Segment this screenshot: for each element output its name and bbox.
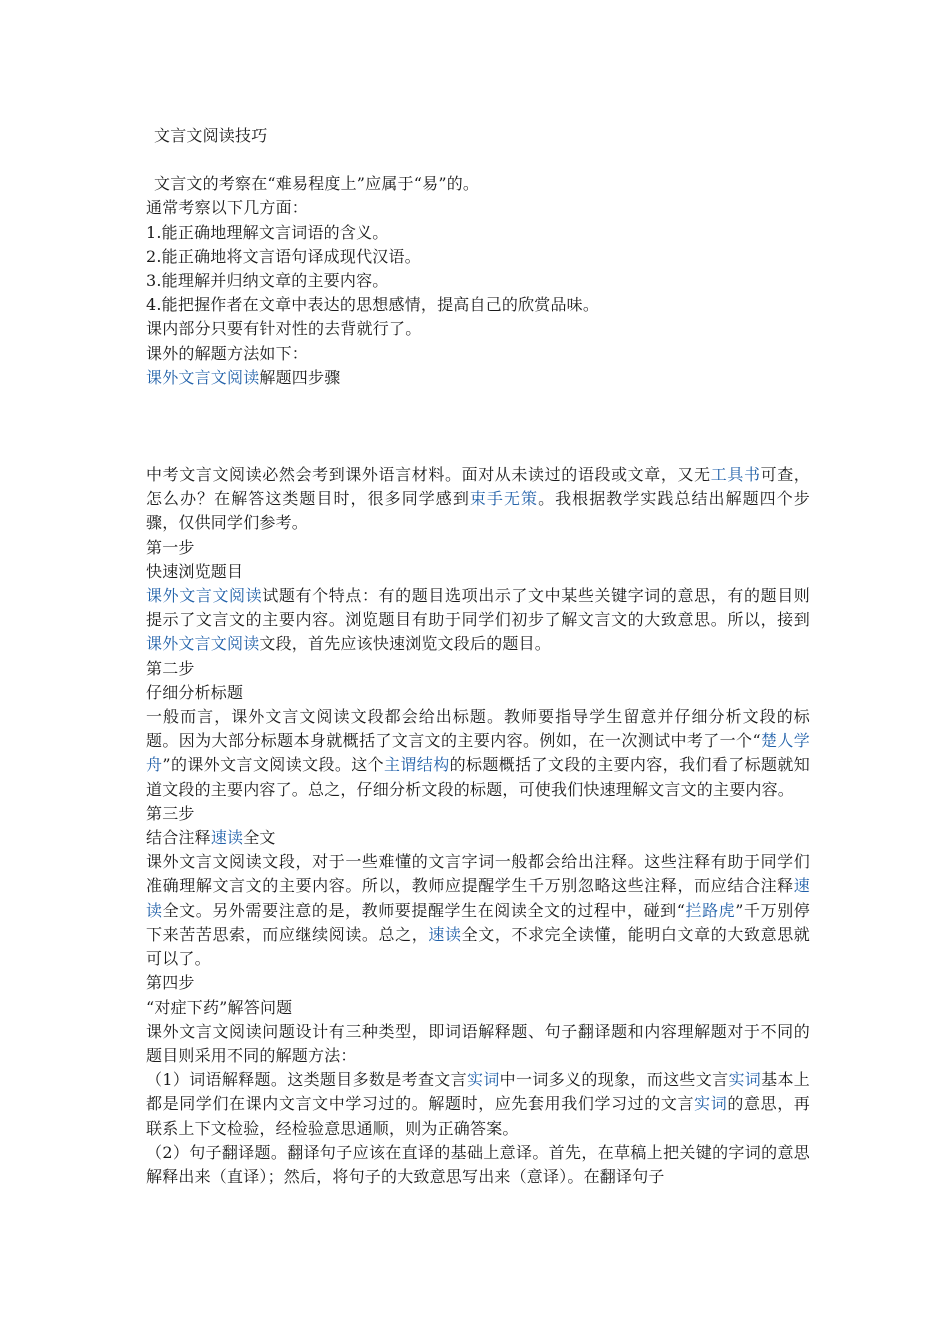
heading-rest: 解题四步骤 — [259, 367, 341, 387]
step1-label: 第一步 — [146, 537, 195, 557]
text-run: 课外文言文阅读文段，对于一些难懂的文言字词一般都会给出注释。这些注释有助于同学们准确理解文言文的主要内容。所以，教师应提醒学生千万别忽略这些注释，而应结合注释 — [146, 852, 810, 896]
link-churenxuezhou[interactable]: 楚人学舟 — [146, 731, 810, 775]
aspect-item-4: 4.能把握作者在文章中表达的思想感情，提高自己的欣赏品味。 — [146, 295, 600, 315]
note-inclass: 课内部分只要有针对性的去背就行了。 — [146, 319, 422, 339]
aspect-item-1: 1.能正确地理解文言词语的含义。 — [146, 222, 389, 242]
link-kewai-1[interactable]: 课外文言文阅读 — [146, 586, 263, 606]
link-shici-1[interactable]: 实词 — [466, 1070, 500, 1090]
link-sudu-2[interactable]: 速读 — [428, 924, 462, 944]
text-run: ”千万别停下来苦苦思索，而应继续阅读。总之， — [146, 900, 811, 944]
step2-paragraph — [146, 705, 810, 802]
link-shici-2[interactable]: 实词 — [728, 1070, 762, 1090]
text-run: ”的课外文言文阅读文段。这个 — [162, 755, 385, 775]
text-run: 可查，怎么办？在解答这类题目时，很多同学感到 — [146, 465, 810, 509]
method-2-paragraph: （2）句子翻译题。翻译句子应该在直译的基础上意译。首先，在草稿上把关键的字词的意思解释出来（直译）；然后，将句子的大致意思写出来（意译）。在翻译句子 — [146, 1142, 810, 1186]
section-heading — [146, 366, 810, 390]
spacer — [146, 390, 810, 463]
step2-label: 第二步 — [146, 658, 195, 678]
text-run: 文段，首先应该快速浏览文段后的题目。 — [259, 634, 552, 654]
link-shushouwuce[interactable]: 束手无策 — [469, 489, 539, 509]
step1-title: 快速浏览题目 — [146, 561, 244, 581]
step3-label: 第三步 — [146, 803, 195, 823]
step2-title: 仔细分析标题 — [146, 682, 244, 702]
aspects-lead: 通常考察以下几方面： — [146, 198, 309, 218]
step1-paragraph — [146, 584, 810, 657]
text-run: 试题有个特点：有的题目选项出示了文中某些关键字词的意思，有的题目则提示了文言文的主要内容。浏览题目有助于同学们初步了解文言文的大致意思。所以，接到 — [146, 586, 810, 630]
step4-intro: 课外文言文阅读问题设计有三种类型，即词语解释题、句子翻译题和内容理解题对于不同的题目则采用不同的解题方法： — [146, 1021, 810, 1065]
document-body — [146, 124, 810, 1189]
text-run: 的意思，再联系上下文检验，经检验意思通顺，则为正确答案。 — [146, 1094, 810, 1138]
text-run: 一般而言，课外文言文阅读文段都会给出标题。教师要指导学生留意并仔细分析文段的标题。因为大部分标题本身就概括了文言文的主要内容。例如，在一次测试中考了一个“ — [146, 707, 810, 751]
text-run: 全文。另外需要注意的是，教师要提醒学生在阅读全文的过程中，碰到“ — [162, 900, 686, 920]
link-gongjushu[interactable]: 工具书 — [710, 465, 761, 485]
note-outside: 课外的解题方法如下： — [146, 343, 309, 363]
doc-title: 文言文阅读技巧 — [154, 126, 268, 145]
text-run: 中一词多义的现象，而这些文言 — [499, 1070, 729, 1090]
text-run: 结合注释 — [146, 828, 211, 848]
text-run: 。我根据教学实践总结出解题四个步骤，仅供同学们参考。 — [146, 489, 810, 533]
intro-line: 文言文的考察在“难易程度上”应属于“易”的。 — [154, 174, 480, 194]
heading-link[interactable]: 课外文言文阅读 — [146, 367, 260, 387]
intro-paragraph — [146, 463, 810, 536]
text-run: 的标题概括了文段的主要内容，我们看了标题就知道文段的主要内容了。总之，仔细分析文段的标题，可使我们快速理解文言文的主要内容。 — [146, 755, 810, 799]
link-lanluhu[interactable]: 拦路虎 — [685, 900, 736, 920]
text-run: 基本上都是同学们在课内文言文中学习过的。解题时，应先套用我们学习过的文言 — [146, 1070, 811, 1114]
step4-label: 第四步 — [146, 973, 195, 993]
aspect-item-2: 2.能正确地将文言语句译成现代汉语。 — [146, 246, 421, 266]
step4-title: “对症下药”解答问题 — [146, 997, 293, 1017]
link-sudu-1[interactable]: 速读 — [146, 876, 810, 920]
link-kewai-2[interactable]: 课外文言文阅读 — [146, 634, 260, 654]
link-zhuweijiegou[interactable]: 主谓结构 — [384, 755, 450, 775]
step3-title — [146, 826, 810, 850]
text-run: 中考文言文阅读必然会考到课外语言材料。面对从未读过的语段或文章，又无 — [146, 465, 711, 485]
step3-paragraph — [146, 850, 810, 971]
text-run: 全文，不求完全读懂，能明白文章的大致意思就可以了。 — [146, 924, 811, 969]
link-sudu-title[interactable]: 速读 — [210, 828, 244, 848]
aspect-item-3: 3.能理解并归纳文章的主要内容。 — [146, 271, 389, 291]
link-shici-3[interactable]: 实词 — [694, 1094, 728, 1114]
text-run: 全文 — [243, 828, 276, 848]
text-run: （1）词语解释题。这类题目多数是考查文言 — [146, 1070, 467, 1090]
method-1-paragraph — [146, 1068, 810, 1141]
